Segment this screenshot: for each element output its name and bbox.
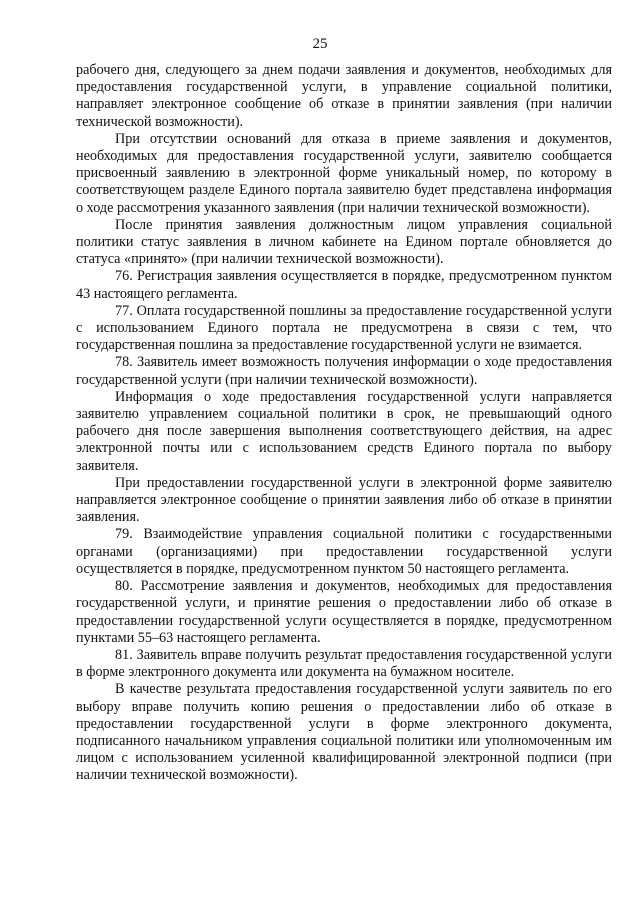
paragraph-electronic-message: При предоставлении государственной услуги в электронной форме заявителю направляется электронное сообщение о принятии заявления либо об отказе в принятии заявления. [76,474,612,526]
paragraph-status-update: После принятия заявления должностным лицом управления социальной политики статус заявления в личном кабинете на Едином портале обновляется до статуса «принято» (при наличии технической возможности). [76,216,612,268]
paragraph-no-refusal-grounds: При отсутствии оснований для отказа в приеме заявления и документов, необходимых для предоставления государственной услуги, заявителю сообщается присвоенный заявлению в электронной форме уникальный номер, по которому в соответствующем разделе Единого портала заявителю будет представлена информация о ходе рассмотрения указанного заявления (при наличии технической возможности). [76,130,612,216]
paragraph-continuation: рабочего дня, следующего за днем подачи заявления и документов, необходимых для предоставления государственной услуги, в управление социальной политики, направляет электронное сообщение об отказе в принятии заявления (при наличии технической возможности). [76,62,612,130]
paragraph-item-81: 81. Заявитель вправе получить результат предоставления государственной услуги в форме электронного документа или документа на бумажном носителе. [76,646,612,681]
document-body [76,62,612,785]
paragraph-item-76: 76. Регистрация заявления осуществляется в порядке, предусмотренном пунктом 43 настоящего регламента. [76,268,612,302]
paragraph-result-copy: В качестве результата предоставления государственной услуги заявитель по его выбору вправе получить копию решения о предоставлении либо об отказе в предоставлении государственной услуги в форме электронного документа, подписанного начальником управления социальной политики или уполномоченным им лицом с использованием усиленной квалифицированной электронной подписи (при наличии технической возможности). [76,681,612,784]
paragraph-item-80: 80. Рассмотрение заявления и документов, необходимых для предоставления государственной услуги, и принятие решения о предоставлении либо об отказе в предоставлении государственной услуги осуществляется в порядке, предусмотренном пунктами 55–63 настоящего регламента. [76,578,612,646]
paragraph-progress-info: Информация о ходе предоставления государственной услуги направляется заявителю управлением социальной политики в срок, не превышающий одного рабочего дня после завершения выполнения соответствующего действия, на адрес электронной почты или с использованием средств Единого портала по выбору заявителя. [76,388,612,474]
page-number: 25 [312,36,328,52]
paragraph-item-78: 78. Заявитель имеет возможность получения информации о ходе предоставления государственной услуги (при наличии технической возможности). [76,354,612,388]
paragraph-item-77: 77. Оплата государственной пошлины за предоставление государственной услуги с использованием Единого портала не предусмотрена в связи с тем, что государственная пошлина за предоставление государственной услуги не взимается. [76,302,612,354]
paragraph-item-79: 79. Взаимодействие управления социальной политики с государственными органами (организациями) при предоставлении государственной услуги осуществляется в порядке, предусмотренном пунктом 50 настоящего регламента. [76,526,612,577]
